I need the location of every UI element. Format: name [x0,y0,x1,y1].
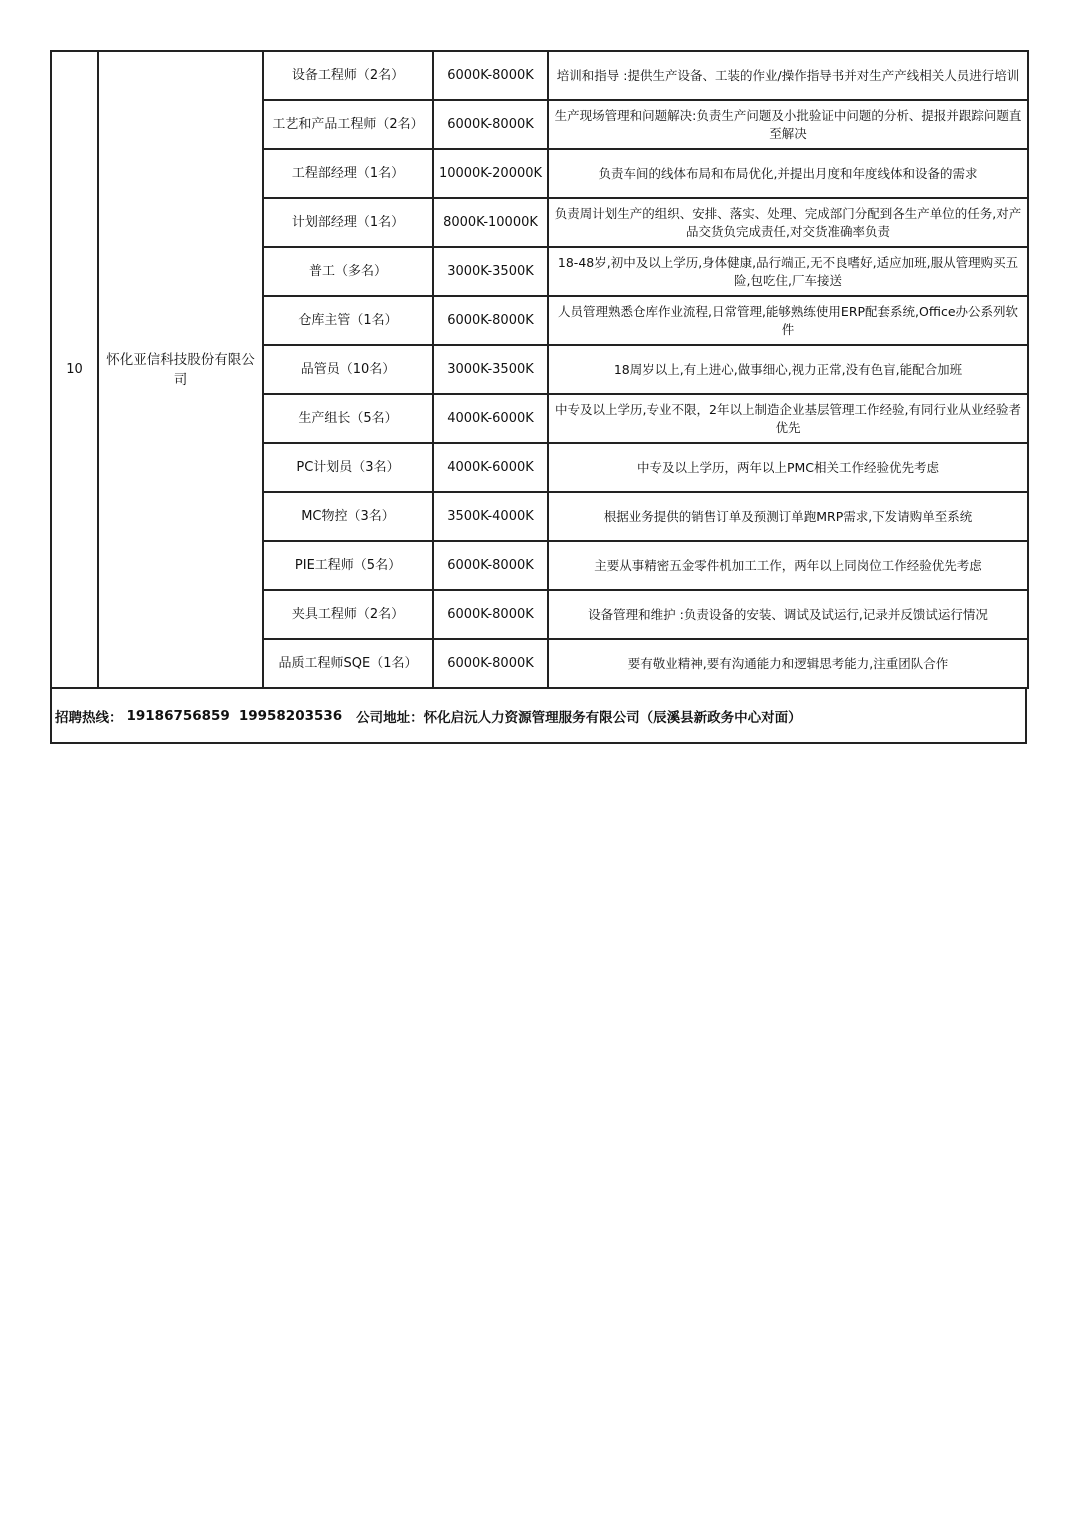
company-name: 怀化亚信科技股份有限公司 [98,51,263,688]
job-salary: 6000K-8000K [433,51,548,100]
job-position: 工艺和产品工程师（2名） [263,100,433,149]
job-table-body [51,51,1028,688]
contact-footer [50,689,1027,744]
job-position: 工程部经理（1名） [263,149,433,198]
job-salary: 6000K-8000K [433,296,548,345]
recruitment-sheet [50,50,1027,744]
job-salary: 6000K-8000K [433,590,548,639]
job-salary: 6000K-8000K [433,541,548,590]
job-salary: 3000K-3500K [433,345,548,394]
job-requirements: 负责周计划生产的组织、安排、落实、处理、完成部门分配到各生产单位的任务,对产品交货负完成责任,对交货准确率负责 [548,198,1028,247]
job-requirements: 18周岁以上,有上进心,做事细心,视力正常,没有色盲,能配合加班 [548,345,1028,394]
job-requirements: 人员管理熟悉仓库作业流程,日常管理,能够熟练使用ERP配套系统,Office办公系列软件 [548,296,1028,345]
job-position: 普工（多名） [263,247,433,296]
job-requirements: 设备管理和维护 :负责设备的安装、调试及试运行,记录并反馈试运行情况 [548,590,1028,639]
job-salary: 6000K-8000K [433,100,548,149]
address-label: 公司地址： [356,709,424,726]
job-position: 品质工程师SQE（1名） [263,639,433,688]
hotline-phone-2: 19958203536 [238,707,343,724]
job-position: 生产组长（5名） [263,394,433,443]
hotline-phone-1: 19186756859 [126,707,230,724]
job-salary: 4000K-6000K [433,394,548,443]
company-index: 10 [51,51,98,688]
job-row [51,51,1028,100]
job-position: 夹具工程师（2名） [263,590,433,639]
job-requirements: 培训和指导 :提供生产设备、工装的作业/操作指导书并对生产产线相关人员进行培训 [548,51,1028,100]
job-position: 品管员（10名） [263,345,433,394]
job-salary: 4000K-6000K [433,443,548,492]
job-position: 仓库主管（1名） [263,296,433,345]
job-requirements: 中专及以上学历,专业不限，2年以上制造企业基层管理工作经验,有同行业从业经验者优先 [548,394,1028,443]
job-requirements: 主要从事精密五金零件机加工工作，两年以上同岗位工作经验优先考虑 [548,541,1028,590]
hotline-label: 招聘热线： [55,709,123,726]
job-table [50,50,1029,689]
company-address: 怀化启沅人力资源管理服务有限公司（辰溪县新政务中心对面） [423,709,802,726]
job-salary: 8000K-10000K [433,198,548,247]
job-salary: 3500K-4000K [433,492,548,541]
job-salary: 6000K-8000K [433,639,548,688]
job-position: PIE工程师（5名） [263,541,433,590]
job-requirements: 根据业务提供的销售订单及预测订单跑MRP需求,下发请购单至系统 [548,492,1028,541]
job-requirements: 中专及以上学历，两年以上PMC相关工作经验优先考虑 [548,443,1028,492]
job-requirements: 生产现场管理和问题解决:负责生产问题及小批验证中问题的分析、提报并跟踪问题直至解决 [548,100,1028,149]
job-salary: 3000K-3500K [433,247,548,296]
job-salary: 10000K-20000K [433,149,548,198]
job-requirements: 要有敬业精神,要有沟通能力和逻辑思考能力,注重团队合作 [548,639,1028,688]
job-requirements: 负责车间的线体布局和布局优化,并提出月度和年度线体和设备的需求 [548,149,1028,198]
job-position: PC计划员（3名） [263,443,433,492]
job-position: MC物控（3名） [263,492,433,541]
job-requirements: 18-48岁,初中及以上学历,身体健康,品行端正,无不良嗜好,适应加班,服从管理购买五险,包吃住,厂车接送 [548,247,1028,296]
job-position: 设备工程师（2名） [263,51,433,100]
job-position: 计划部经理（1名） [263,198,433,247]
